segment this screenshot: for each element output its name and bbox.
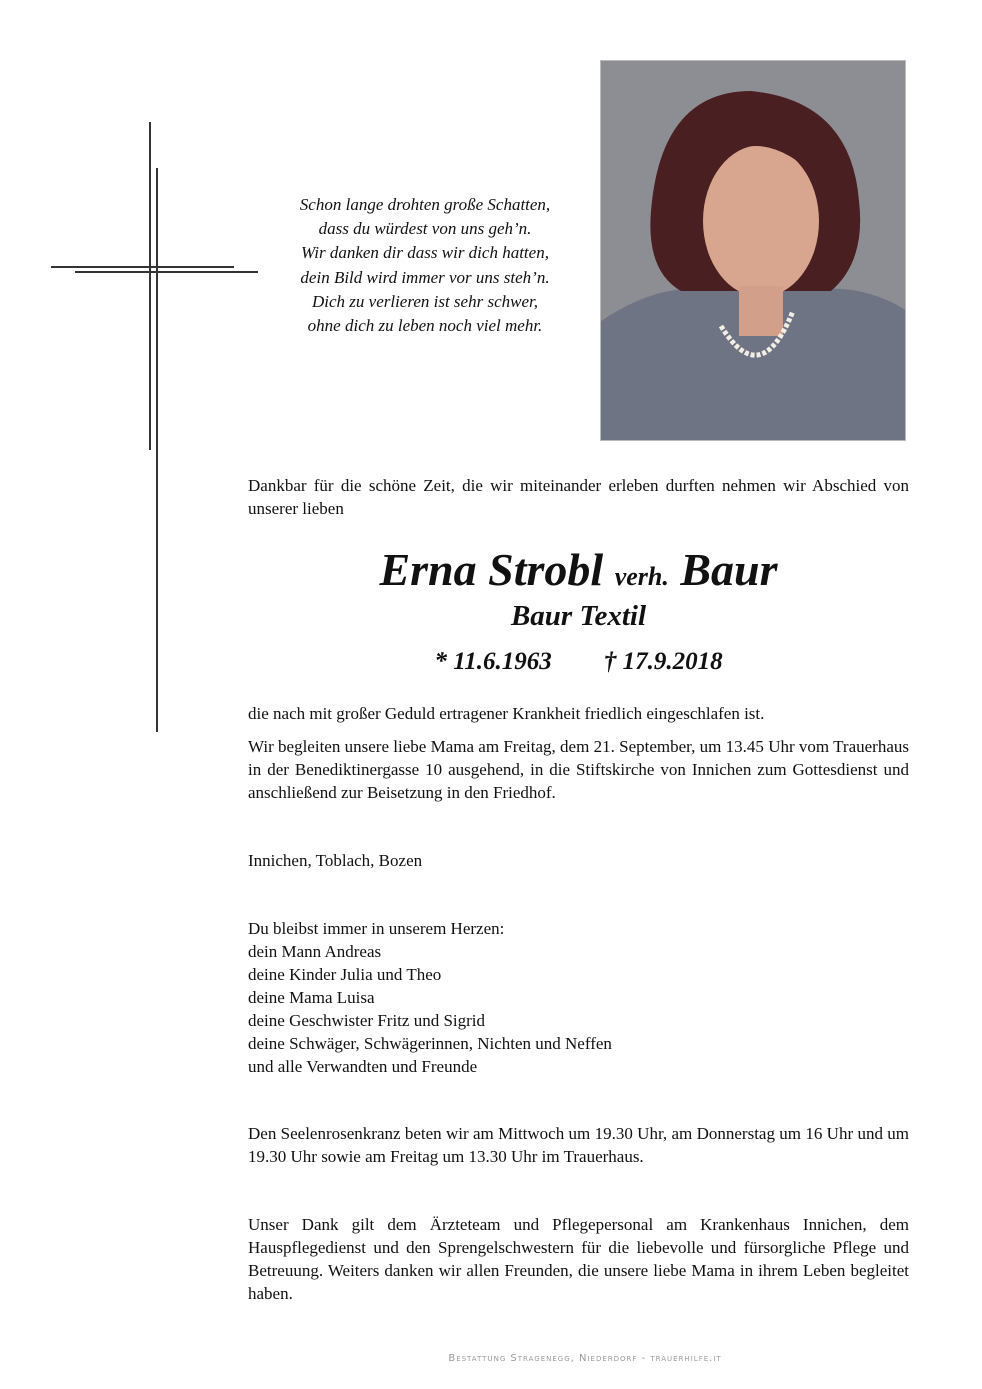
poem-line: Wir danken dir dass wir dich hatten, (301, 243, 549, 263)
life-dates (248, 648, 909, 676)
passing-text: die nach mit großer Geduld ertragener Krankheit friedlich eingeschlafen ist. (248, 704, 765, 723)
birth-date: * 11.6.1963 (434, 648, 552, 675)
funeral-text: Wir begleiten unsere liebe Mama am Freitag, dem 21. September, um 13.45 Uhr vom Trauerhaus in der Benediktinergasse 10 ausgehend, in die Stiftskirche von Innichen zum Gottesdienst und anschließend zur Beisetzung in den Friedhof. (248, 737, 909, 802)
deceased-name (248, 542, 909, 605)
poem (270, 193, 580, 338)
married-name: Baur (680, 544, 778, 595)
mourner-line: und alle Verwandten und Freunde (248, 1057, 478, 1076)
mourner-line: deine Schwäger, Schwägerinnen, Nichten und Neffen (248, 1034, 612, 1053)
poem-line: ohne dich zu leben noch viel mehr. (307, 316, 543, 336)
rosary-text: Den Seelenrosenkranz beten wir am Mittwoch um 19.30 Uhr, am Donnerstag um 16 Uhr und um 19.30 Uhr sowie am Freitag um 13.30 Uhr im Trauerhaus. (248, 1124, 909, 1166)
poem-line: Dich zu verlieren ist sehr schwer, (311, 291, 538, 311)
poem-line: dass du würdest von uns geh’n. (318, 219, 532, 239)
intro-text: Dankbar für die schöne Zeit, die wir miteinander erleben durften nehmen wir Abschied von unserer lieben (248, 476, 909, 518)
mourner-line: dein Mann Andreas (248, 942, 382, 961)
mourner-line: deine Mama Luisa (248, 988, 375, 1007)
footer-credit: Bestattung Stragenegg, Niederdorf - trauerhilfe.it (448, 1353, 722, 1364)
poem-line: dein Bild wird immer vor uns steh’n. (300, 267, 550, 287)
mourner-line: deine Kinder Julia und Theo (248, 965, 442, 984)
poem-line: Schon lange drohten große Schatten, (299, 195, 551, 214)
places-text: Innichen, Toblach, Bozen (248, 851, 423, 870)
company-name: Baur Textil (510, 600, 647, 632)
mourners-list (248, 917, 909, 1078)
thanks-text: Unser Dank gilt dem Ärzteteam und Pflegepersonal am Krankenhaus Innichen, dem Hauspflegedienst und den Sprengelschwestern für die liebevolle und fürsorgliche Pflege und Betreuung. Weiters danken wir allen Freunden, die unsere liebe Mama in ihrem Leben begleitet haben. (248, 1215, 909, 1303)
death-date: † 17.9.2018 (603, 648, 723, 675)
portrait-photo (600, 60, 906, 441)
mourner-line: Du bleibst immer in unserem Herzen: (248, 919, 505, 938)
married-label: verh. (614, 562, 669, 591)
name-first: Erna Strobl (379, 544, 604, 595)
mourner-line: deine Geschwister Fritz und Sigrid (248, 1011, 486, 1030)
